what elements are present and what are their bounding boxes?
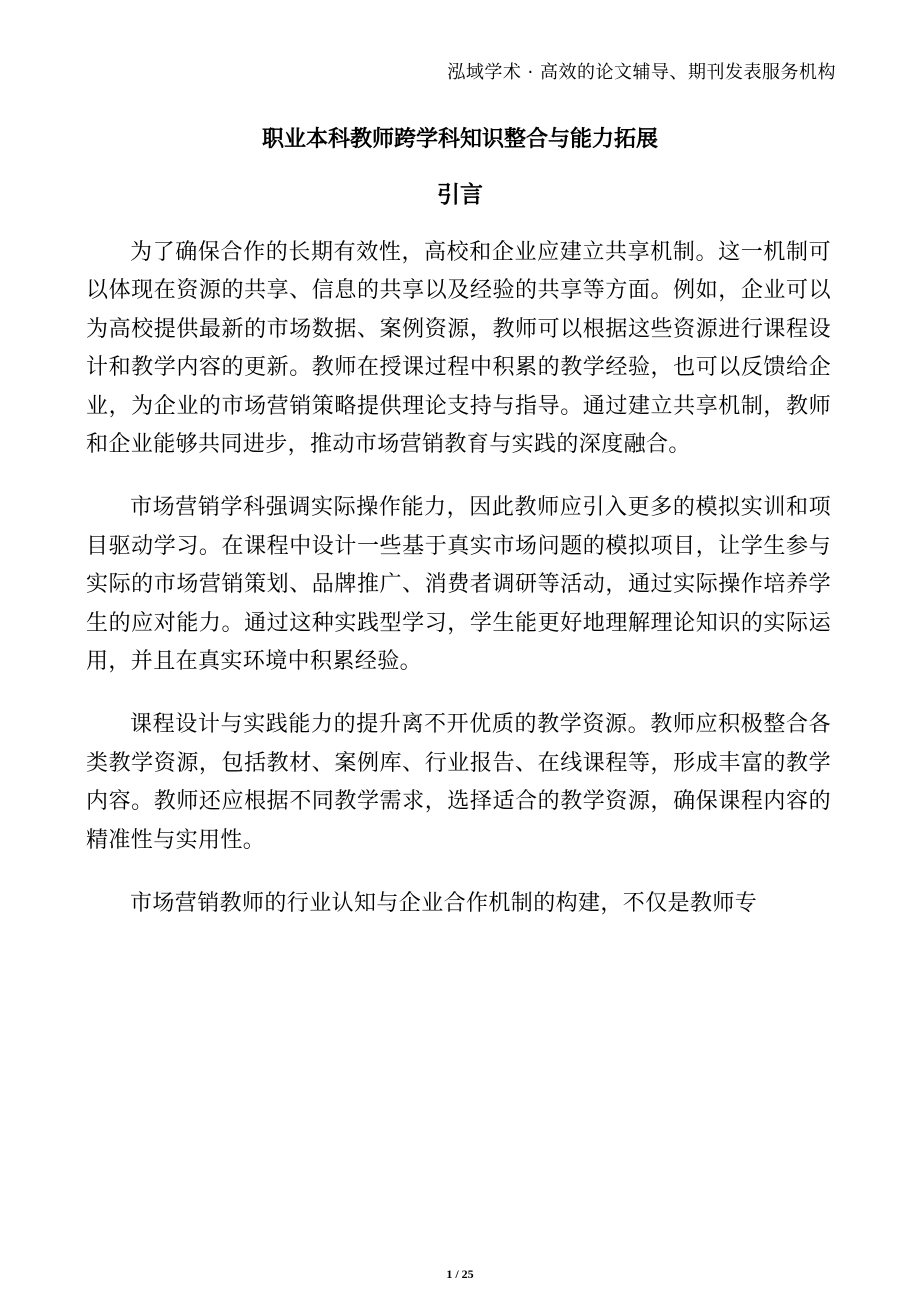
page-number: 1 / 25 [446,1267,474,1281]
document-title: 职业本科教师跨学科知识整合与能力拓展 [261,127,658,152]
paragraph: 为了确保合作的长期有效性，高校和企业应建立共享机制。这一机制可以体现在资源的共享、信息的共享以及经验的共享等方面。例如，企业可以为高校提供最新的市场数据、案例资源，教师可以根据这些资源进行课程设计和教学内容的更新。教师在授课过程中积累的教学经验，也可以反馈给企业，为企业的市场营销策略提供理论支持与指导。通过建立共享机制，教师和企业能够共同进步，推动市场营销教育与实践的深度融合。 [86,240,831,458]
paragraph: 课程设计与实践能力的提升离不开优质的教学资源。教师应积极整合各类教学资源，包括教材、案例库、行业报告、在线课程等，形成丰富的教学内容。教师还应根据不同教学需求，选择适合的教学资源，确保课程内容的精准性与实用性。 [86,712,831,853]
paragraph: 市场营销学科强调实际操作能力，因此教师应引入更多的模拟实训和项目驱动学习。在课程中设计一些基于真实市场问题的模拟项目，让学生参与实际的市场营销策划、品牌推广、消费者调研等活动，通过实际操作培养学生的应对能力。通过这种实践型学习，学生能更好地理解理论知识的实际运用，并且在真实环境中积累经验。 [86,495,831,675]
paragraph: 市场营销教师的行业认知与企业合作机制的构建，不仅是教师专 [130,891,758,917]
document-body [86,234,831,949]
header-organization-text: 泓域学术 · 高效的论文辅导、期刊发表服务机构 [447,62,836,83]
section-heading-introduction: 引言 [437,182,483,208]
